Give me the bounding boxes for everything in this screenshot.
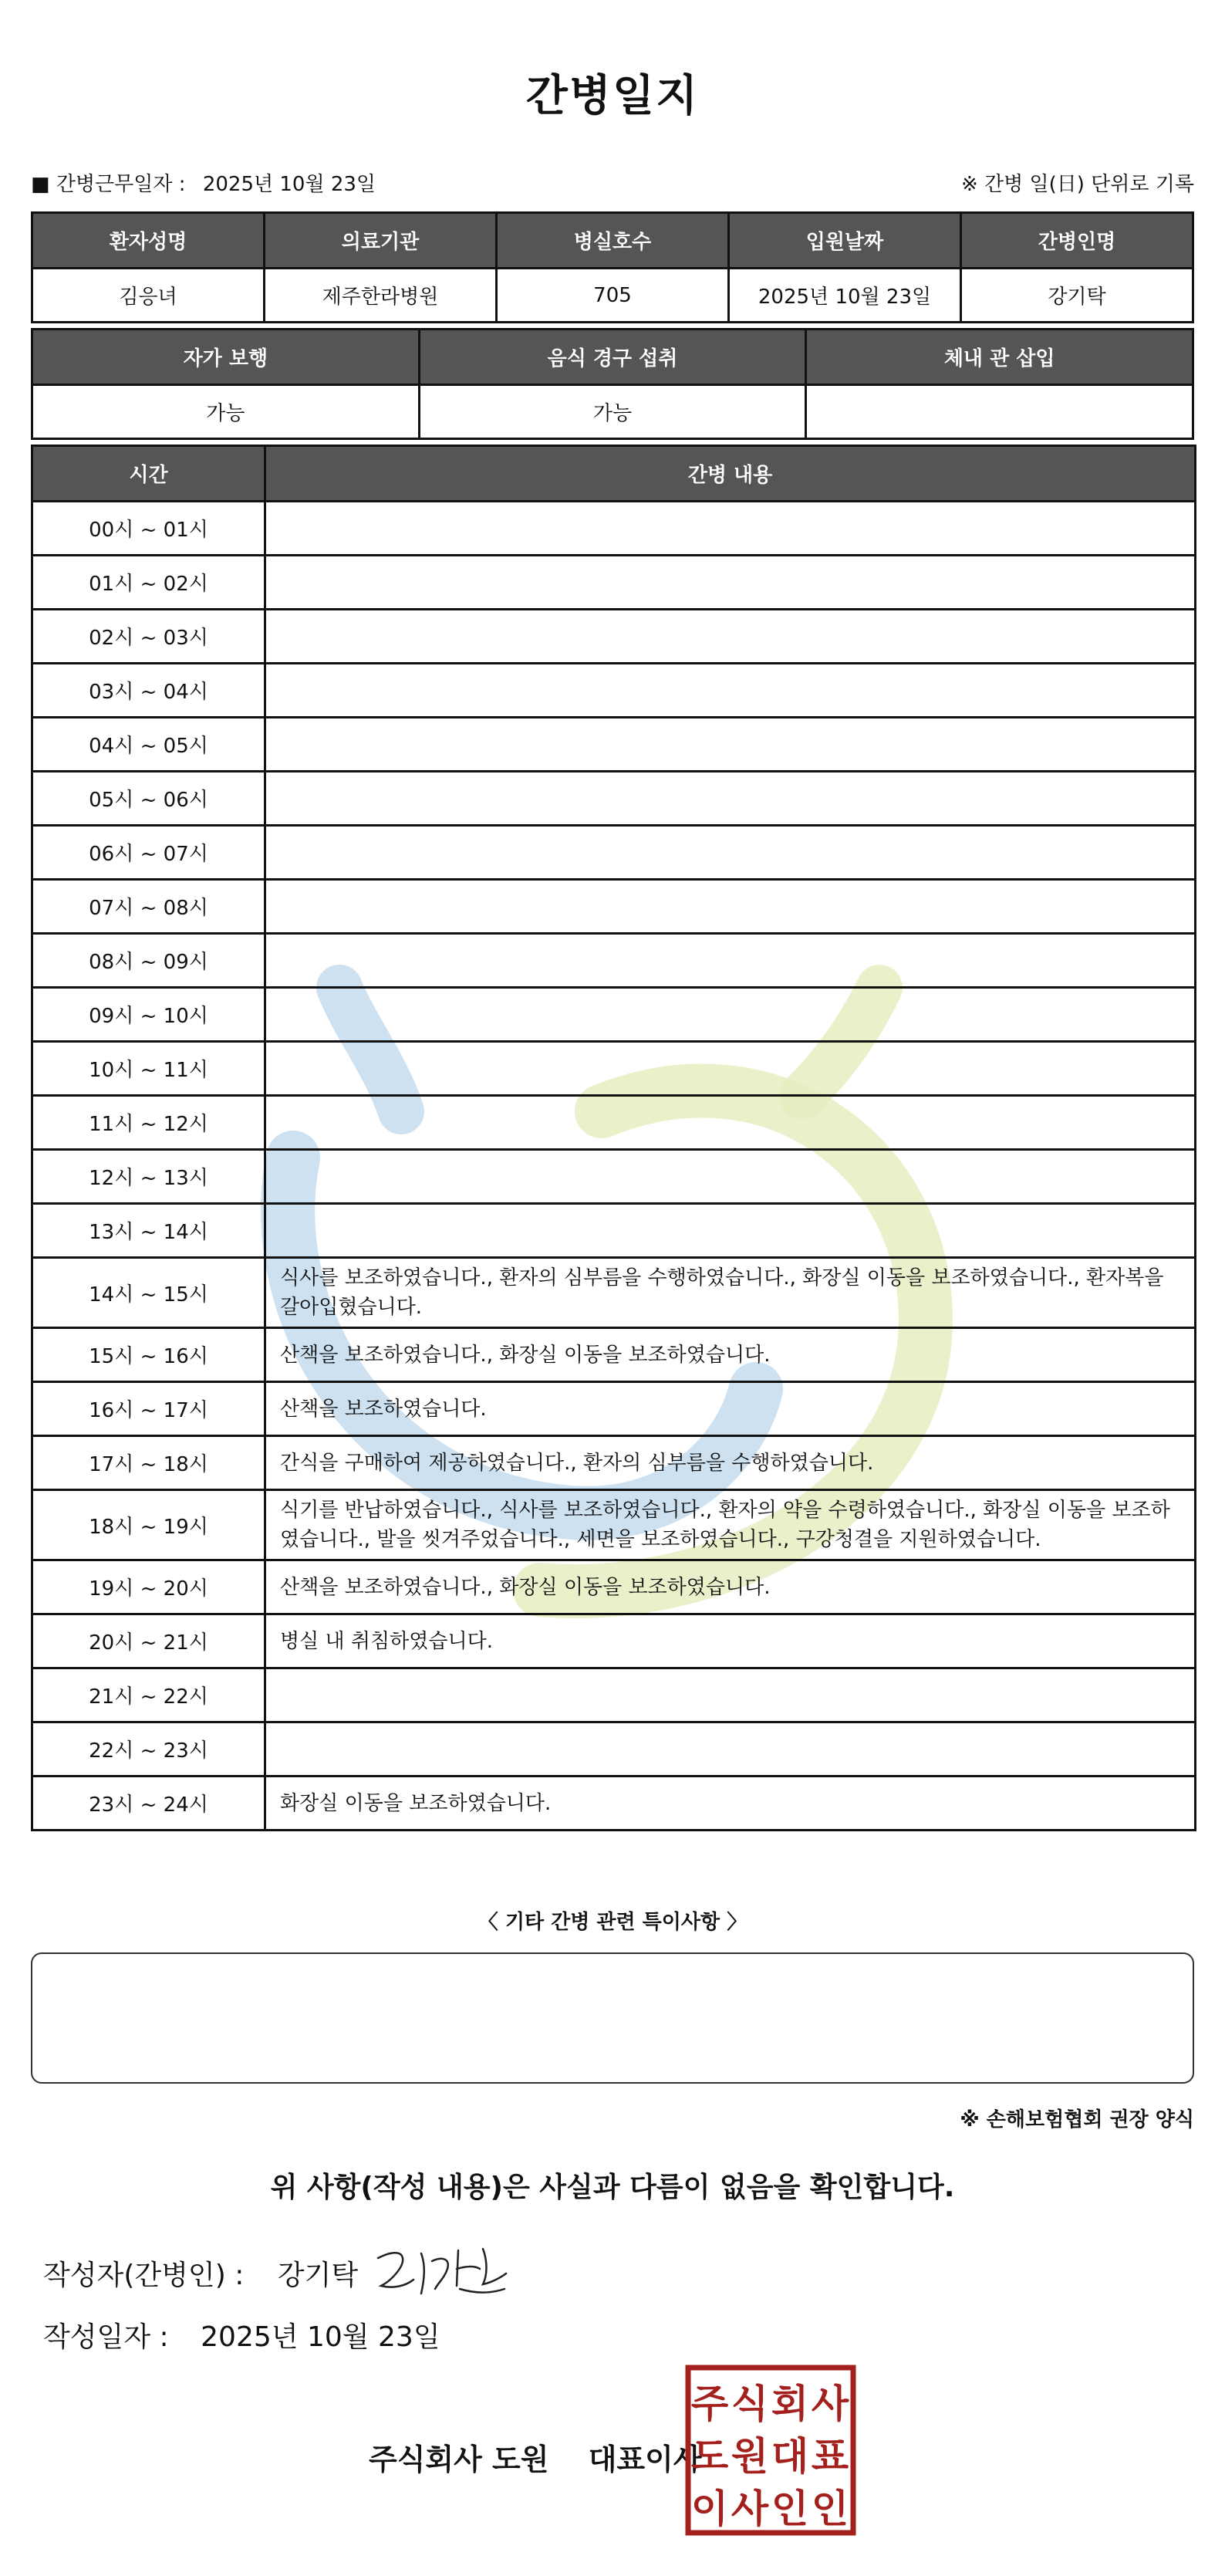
log-time: 11시 ~ 12시	[32, 1096, 265, 1150]
seal-char: 식	[731, 2382, 769, 2426]
log-time: 14시 ~ 15시	[32, 1258, 265, 1328]
log-content	[265, 1722, 1196, 1776]
confirmation-statement: 위 사항(작성 내용)은 사실과 다름이 없음을 확인합니다.	[270, 2172, 955, 2203]
log-row	[32, 1042, 1196, 1096]
log-content: 산책을 보조하였습니다., 화장실 이동을 보조하였습니다.	[265, 1328, 1196, 1382]
care-log-table	[31, 445, 1196, 1831]
company-name: 주식회사 도원	[369, 2442, 549, 2476]
log-time: 07시 ~ 08시	[32, 880, 265, 934]
header-care-content: 간병 내용	[265, 446, 1196, 502]
header-patient-name: 환자성명	[32, 213, 265, 269]
admission-date: 2025년 10월 23일	[729, 269, 961, 323]
written-date-label: 작성일자 :	[43, 2321, 169, 2353]
header-walking: 자가 보행	[32, 330, 420, 385]
log-content	[265, 718, 1196, 772]
log-time: 21시 ~ 22시	[32, 1668, 265, 1722]
log-time: 01시 ~ 02시	[32, 556, 265, 610]
log-row	[32, 1150, 1196, 1204]
header-time: 시간	[32, 446, 265, 502]
patient-info-table	[31, 211, 1194, 323]
log-time: 20시 ~ 21시	[32, 1614, 265, 1668]
log-content	[265, 1204, 1196, 1258]
seal-char: 인	[771, 2486, 809, 2531]
header-oral-intake: 음식 경구 섭취	[419, 330, 806, 385]
walking-status: 가능	[32, 385, 420, 439]
log-time: 12시 ~ 13시	[32, 1150, 265, 1204]
log-time: 04시 ~ 05시	[32, 718, 265, 772]
seal-char: 인	[811, 2486, 849, 2531]
log-row	[32, 1722, 1196, 1776]
log-time: 02시 ~ 03시	[32, 610, 265, 664]
tube-insertion-status	[806, 385, 1193, 439]
log-time: 23시 ~ 24시	[32, 1776, 265, 1831]
log-row	[32, 664, 1196, 718]
special-notes-box	[31, 1952, 1194, 2084]
header-caregiver: 간병인명	[961, 213, 1193, 269]
log-time: 16시 ~ 17시	[32, 1382, 265, 1436]
header-room: 병실호수	[497, 213, 729, 269]
log-time: 18시 ~ 19시	[32, 1490, 265, 1560]
seal-char: 원	[731, 2434, 769, 2479]
log-content	[265, 1096, 1196, 1150]
log-row	[32, 1668, 1196, 1722]
representative-title: 대표이사	[588, 2442, 702, 2476]
company-signature-line	[369, 2436, 702, 2478]
document-title: 간병일지	[525, 71, 700, 121]
log-row	[32, 934, 1196, 988]
patient-header-row	[32, 213, 1193, 269]
seal-char: 이	[690, 2486, 729, 2531]
log-content	[265, 826, 1196, 880]
seal-char: 사	[731, 2486, 769, 2531]
log-content: 산책을 보조하였습니다., 화장실 이동을 보조하였습니다.	[265, 1560, 1196, 1614]
log-time: 17시 ~ 18시	[32, 1436, 265, 1490]
log-content	[265, 1042, 1196, 1096]
log-content	[265, 1150, 1196, 1204]
notes-title: 〈 기타 간병 관련 특이사항 〉	[478, 1911, 747, 1934]
log-row	[32, 1258, 1196, 1328]
status-value-row	[32, 385, 1193, 439]
log-row	[32, 610, 1196, 664]
log-content: 산책을 보조하였습니다.	[265, 1382, 1196, 1436]
log-content	[265, 880, 1196, 934]
log-row	[32, 1776, 1196, 1831]
patient-value-row	[32, 269, 1193, 323]
seal-char: 주	[690, 2382, 729, 2426]
seal-char: 사	[811, 2382, 849, 2426]
log-content	[265, 934, 1196, 988]
log-row	[32, 1096, 1196, 1150]
writer-name: 강기탁	[277, 2260, 359, 2291]
log-body	[32, 502, 1196, 1831]
log-time: 22시 ~ 23시	[32, 1722, 265, 1776]
header-tube-insertion: 체내 관 삽입	[806, 330, 1193, 385]
patient-status-table	[31, 328, 1194, 440]
oral-intake-status: 가능	[419, 385, 806, 439]
log-row	[32, 1490, 1196, 1560]
log-time: 08시 ~ 09시	[32, 934, 265, 988]
patient-name: 김응녀	[32, 269, 265, 323]
log-content: 간식을 구매하여 제공하였습니다., 환자의 심부름을 수행하였습니다.	[265, 1436, 1196, 1490]
seal-char: 대	[771, 2434, 809, 2479]
log-row	[32, 1204, 1196, 1258]
log-content	[265, 1668, 1196, 1722]
log-time: 05시 ~ 06시	[32, 772, 265, 826]
log-row	[32, 826, 1196, 880]
log-row	[32, 1382, 1196, 1436]
log-content: 화장실 이동을 보조하였습니다.	[265, 1776, 1196, 1831]
log-row	[32, 1328, 1196, 1382]
log-row	[32, 718, 1196, 772]
written-date-row	[43, 2315, 440, 2355]
log-row	[32, 556, 1196, 610]
log-row	[32, 502, 1196, 556]
log-content	[265, 610, 1196, 664]
caregiver-name: 강기탁	[961, 269, 1193, 323]
hospital-name: 제주한라병원	[265, 269, 497, 323]
log-row	[32, 1614, 1196, 1668]
written-date-value: 2025년 10월 23일	[201, 2321, 440, 2353]
record-unit-note: ※ 간병 일(日) 단위로 기록	[960, 173, 1194, 196]
log-content	[265, 664, 1196, 718]
log-row	[32, 880, 1196, 934]
log-time: 19시 ~ 20시	[32, 1560, 265, 1614]
log-content	[265, 772, 1196, 826]
meta-row	[31, 168, 1194, 199]
log-row	[32, 988, 1196, 1042]
company-seal-stamp	[683, 2363, 858, 2537]
log-content	[265, 556, 1196, 610]
log-time: 15시 ~ 16시	[32, 1328, 265, 1382]
log-row	[32, 1436, 1196, 1490]
handwritten-signature	[367, 2235, 514, 2304]
seal-char: 표	[811, 2434, 849, 2479]
writer-row	[43, 2253, 358, 2293]
seal-char: 회	[771, 2382, 809, 2426]
log-content	[265, 502, 1196, 556]
log-time: 13시 ~ 14시	[32, 1204, 265, 1258]
header-hospital: 의료기관	[265, 213, 497, 269]
header-admission-date: 입원날짜	[729, 213, 961, 269]
log-content: 식사를 보조하였습니다., 환자의 심부름을 수행하였습니다., 화장실 이동을 보조하였습니다., 환자복을 갈아입혔습니다.	[265, 1258, 1196, 1328]
work-date	[31, 168, 376, 197]
log-time: 03시 ~ 04시	[32, 664, 265, 718]
work-date-value: 2025년 10월 23일	[202, 173, 376, 196]
log-header-row	[32, 446, 1196, 502]
log-content	[265, 988, 1196, 1042]
room-number: 705	[497, 269, 729, 323]
log-content: 식기를 반납하였습니다., 식사를 보조하였습니다., 환자의 약을 수령하였습니다., 화장실 이동을 보조하였습니다., 발을 씻겨주었습니다., 세면을 보조하였습니다., 구강청결을 지원하였습니다.	[265, 1490, 1196, 1560]
log-time: 09시 ~ 10시	[32, 988, 265, 1042]
form-recommendation-note: ※ 손해보험협회 권장 양식	[960, 2108, 1194, 2131]
log-time: 10시 ~ 11시	[32, 1042, 265, 1096]
log-row	[32, 1560, 1196, 1614]
status-header-row	[32, 330, 1193, 385]
seal-char: 도	[690, 2434, 729, 2479]
writer-label: 작성자(간병인) :	[43, 2260, 245, 2291]
log-row	[32, 772, 1196, 826]
log-content: 병실 내 취침하였습니다.	[265, 1614, 1196, 1668]
log-time: 00시 ~ 01시	[32, 502, 265, 556]
log-time: 06시 ~ 07시	[32, 826, 265, 880]
work-date-label: ■ 간병근무일자 :	[31, 173, 186, 196]
